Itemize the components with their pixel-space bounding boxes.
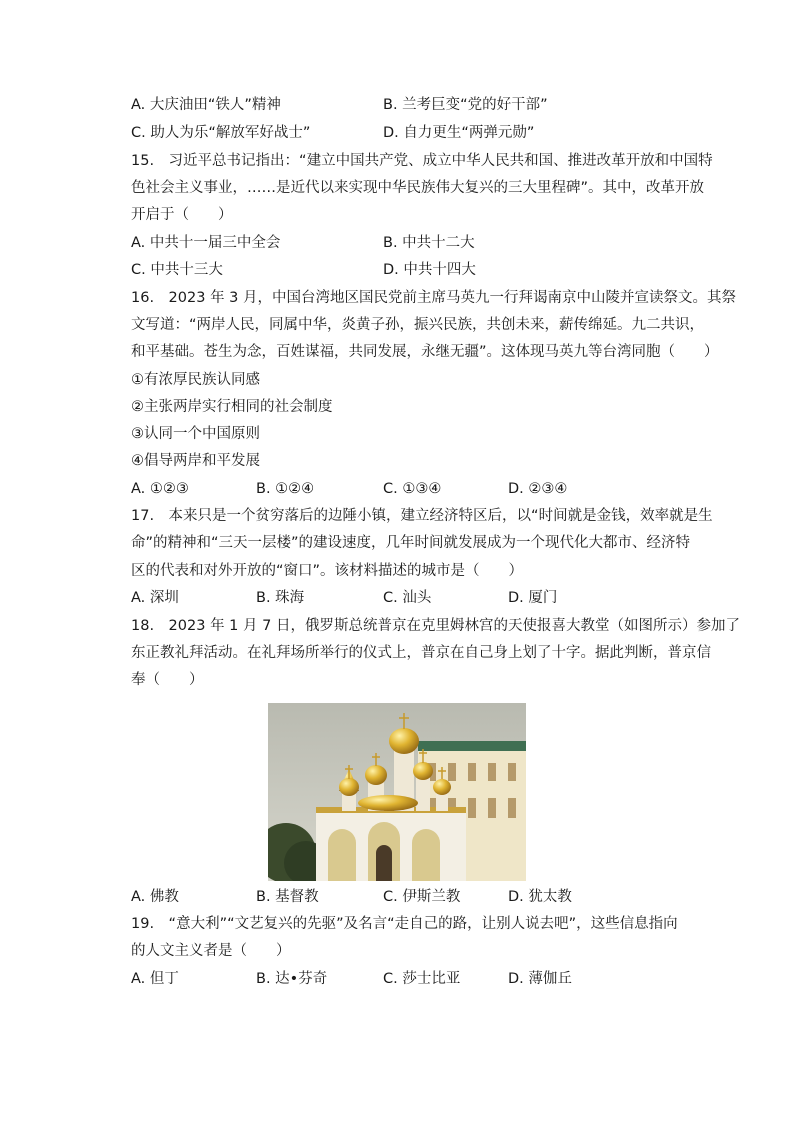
q16-option-b: B. ①②④	[256, 481, 315, 497]
q18-option-a: A. 佛教	[131, 889, 179, 905]
q15-stem-line-2: 色社会主义事业，……是近代以来实现中华民族伟大复兴的三大里程碑”。其中，改革开放	[131, 180, 705, 196]
q17-option-c: C. 汕头	[383, 590, 432, 606]
q15-option-d: D. 中共十四大	[383, 262, 476, 278]
q18-stem-line-3: 奉（ ）	[131, 672, 204, 688]
q17-option-a: A. 深圳	[131, 590, 179, 606]
q17-stem-line-2: 命”的精神和“三天一层楼”的建设速度，几年时间就发展成为一个现代化大都市、经济特	[131, 535, 691, 551]
q16-option-c: C. ①③④	[383, 481, 442, 497]
q16-item-1: ①有浓厚民族认同感	[131, 372, 260, 388]
q15-stem-line-1: 15. 习近平总书记指出：“建立中国共产党、成立中华人民共和国、推进改革开放和中国特	[131, 153, 713, 169]
q16-item-2: ②主张两岸实行相同的社会制度	[131, 399, 333, 415]
q17-option-b: B. 珠海	[256, 590, 305, 606]
q15-option-b: B. 中共十二大	[383, 235, 475, 251]
q15-option-c: C. 中共十三大	[131, 262, 223, 278]
q15-option-a: A. 中共十一届三中全会	[131, 235, 281, 251]
q19-option-d: D. 薄伽丘	[508, 971, 572, 987]
q17-option-d: D. 厦门	[508, 590, 558, 606]
q14-option-b: B. 兰考巨变“党的好干部”	[383, 97, 548, 113]
q16-item-3: ③认同一个中国原则	[131, 426, 260, 442]
q17-stem-line-1: 17. 本来只是一个贫穷落后的边陲小镇，建立经济特区后，以“时间就是金钱，效率就是生	[131, 508, 713, 524]
q14-option-c: C. 助人为乐“解放军好战士”	[131, 125, 311, 141]
q16-option-a: A. ①②③	[131, 481, 189, 497]
q19-option-b: B. 达•芬奇	[256, 971, 328, 987]
q16-stem-line-1: 16. 2023 年 3 月，中国台湾地区国民党前主席马英九一行拜谒南京中山陵并宣读祭文。其祭	[131, 290, 737, 306]
q17-stem-line-3: 区的代表和对外开放的“窗口”。该材料描述的城市是（ ）	[131, 563, 524, 579]
q16-stem-line-2: 文写道：“两岸人民，同属中华，炎黄子孙，振兴民族，共创未来，薪传绵延。九二共识，	[131, 317, 705, 333]
q15-stem-line-3: 开启于（ ）	[131, 207, 233, 223]
q18-option-d: D. 犹太教	[508, 889, 572, 905]
q19-stem-line-1: 19. “意大利”“文艺复兴的先驱”及名言“走自己的路，让别人说去吧”，这些信息指向	[131, 916, 678, 932]
q19-option-c: C. 莎士比亚	[383, 971, 461, 987]
q16-item-4: ④倡导两岸和平发展	[131, 453, 260, 469]
q16-stem-line-3: 和平基础。苍生为念，百姓谋福，共同发展，永继无疆”。这体现马英九等台湾同胞（ ）	[131, 344, 719, 360]
q18-option-b: B. 基督教	[256, 889, 319, 905]
q16-option-d: D. ②③④	[508, 481, 568, 497]
q14-option-d: D. 自力更生“两弹元勋”	[383, 125, 535, 141]
q19-stem-line-2: 的人文主义者是（ ）	[131, 943, 291, 959]
q18-option-c: C. 伊斯兰教	[383, 889, 461, 905]
q14-option-a: A. 大庆油田“铁人”精神	[131, 97, 281, 113]
q18-stem-line-1: 18. 2023 年 1 月 7 日，俄罗斯总统普京在克里姆林宫的天使报喜大教堂（如图所示）参加了	[131, 618, 740, 634]
q18-stem-line-2: 东正教礼拜活动。在礼拜场所举行的仪式上，普京在自己身上划了十字。据此判断，普京信	[131, 645, 711, 661]
cathedral-photo	[268, 703, 526, 881]
q19-option-a: A. 但丁	[131, 971, 179, 987]
